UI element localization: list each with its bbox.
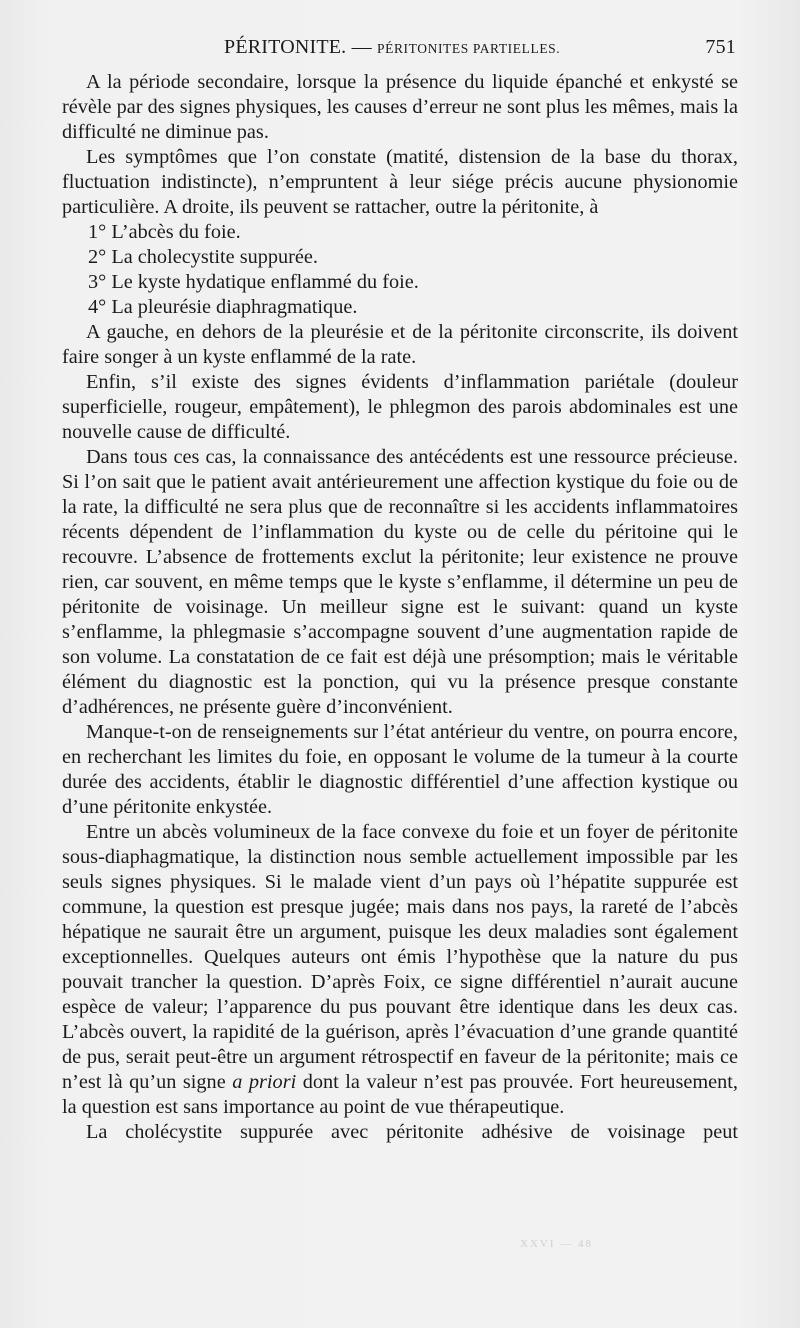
paragraph-symptoms: Les symptômes que l’on constate (matité, distension de la base du thorax, fluctuation indistincte), n’empruntent à leur siége précis aucune physionomie particulière. A droite, ils peuvent se rattacher, outre la péritonite, à	[62, 146, 738, 218]
paragraph-parietal-inflammation: Enfin, s’il existe des signes évidents d’inflammation pariétale (douleur superficielle, rougeur, empâtement), le phlegmon des parois abdominales est une nouvelle cause de difficulté.	[62, 371, 738, 443]
list-item: 3° Le kyste hydatique enflammé du foie.	[88, 271, 419, 293]
page-number: 751	[705, 36, 736, 58]
show-through-signature: XXVI — 48	[520, 1238, 593, 1250]
running-title-main: PÉRITONITE.	[224, 36, 347, 58]
page-body	[62, 70, 738, 1145]
paragraph-text-part: Entre un abcès volumineux de la face convexe du foie et un foyer de péritonite sous-diaphagmatique, la distinction nous semble actuellement impossible par les seuls signes physiques. Si le malade vient d’un pays où l’hépatite suppurée est commune, la question est presque jugée; mais dans nos pays, la rareté de l’abcès hépatique ne saurait être un argument, puisque les deux maladies sont également exceptionnelles. Quelques auteurs ont émis l’hypothèse que la nature du pus pouvait trancher la question. D’après Foix, ce signe différentiel n’aurait aucune espèce de valeur; l’apparence du pus pouvant être identique dans les deux cas. L’abcès ouvert, la rapidité de la guérison, après l’évacuation d’une grande quantité de pus, serait peut-être un argument rétrospectif en faveur de la péritonite; mais ce n’est là qu’un signe	[62, 821, 738, 1093]
italic-phrase: a priori	[232, 1071, 297, 1093]
list-item: 1° L’abcès du foie.	[88, 221, 241, 243]
paragraph-antecedents: Dans tous ces cas, la connaissance des antécédents est une ressource précieuse. Si l’on sait que le patient avait antérieurement une affection kystique du foie ou de la rate, la difficulté ne sera plus que de reconnaître si les accidents inflammatoires récents dépendent de l’inflammation du kyste ou de celle du péritoine qui le recouvre. L’absence de frottements exclut la péritonite; leur existence ne prouve rien, car souvent, en même temps que le kyste s’enflamme, il détermine un peu de péritonite de voisinage. Un meilleur signe est le suivant: quand un kyste s’enflamme, la phlegmasie s’accompagne souvent d’une augmentation rapide de son volume. La constatation de ce fait est déjà une présomption; mais le véritable élément du diagnostic est la ponction, qui vu la présence presque constante d’adhérences, ne présente guère d’inconvénient.	[62, 446, 738, 718]
paragraph-cholecystitis: La cholécystite suppurée avec péritonite adhésive de voisinage peut	[86, 1121, 738, 1143]
running-title-dash: —	[351, 36, 372, 58]
paragraph-abscess-vs-peritonitis	[62, 820, 738, 1120]
running-header	[62, 36, 736, 64]
list-item: 4° La pleurésie diaphragmatique.	[88, 296, 358, 318]
paragraph-missing-information: Manque-t-on de renseignements sur l’état antérieur du ventre, on pourra encore, en recherchant les limites du foie, en opposant le volume de la tumeur à la courte durée des accidents, établir le diagnostic différentiel d’une affection kystique ou d’une péritonite enkystée.	[62, 721, 738, 818]
running-title-sub: PÉRITONITES PARTIELLES.	[377, 41, 561, 56]
paragraph-secondary-period: A la période secondaire, lorsque la présence du liquide épanché et enkysté se révèle par des signes physiques, les causes d’erreur ne sont plus les mêmes, mais la difficulté ne diminue pas.	[62, 71, 738, 143]
running-title	[224, 36, 560, 59]
paragraph-text-part: dont la valeur n’est pas prouvée. Fort heureusement, la question est sans importance au point de vue thérapeutique.	[62, 1071, 738, 1118]
list-item: 2° La cholecystite suppurée.	[88, 246, 318, 268]
paragraph-left-side: A gauche, en dehors de la pleurésie et de la péritonite circonscrite, ils doivent faire songer à un kyste enflammé de la rate.	[62, 321, 738, 368]
